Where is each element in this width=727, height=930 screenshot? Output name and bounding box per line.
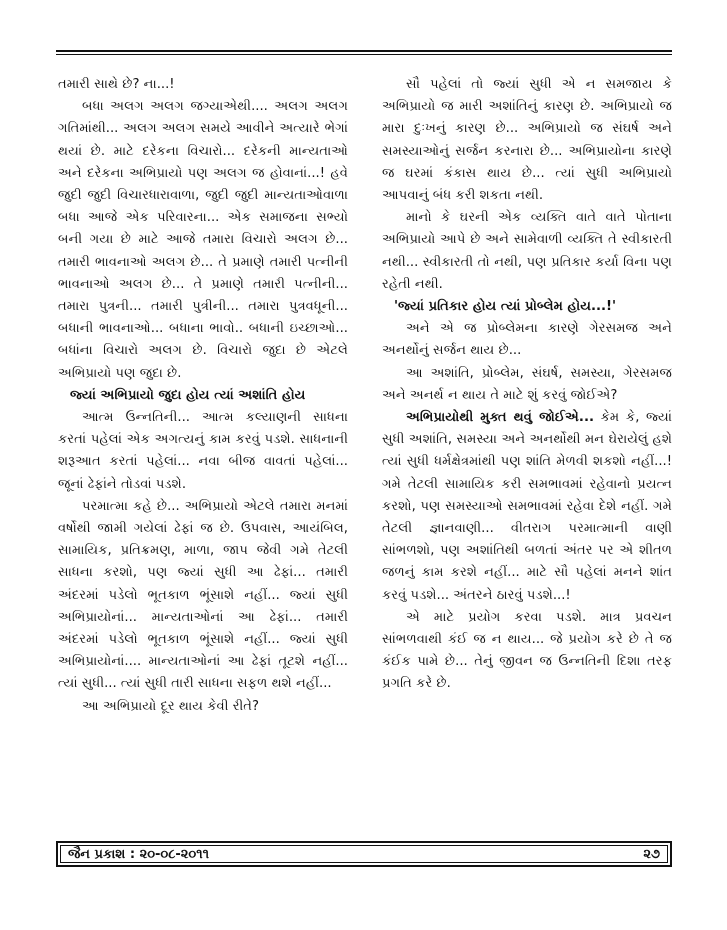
paragraph: અને એ જ પ્રોબ્લેમના કારણે ગેરસમજ અને અનર્થોનું સર્જન થાય છે... [382, 321, 672, 359]
section-heading: 'જ્યાં પ્રતિકાર હોય ત્યાં પ્રોબ્લેમ હોય...!' [394, 299, 617, 315]
top-rule [56, 50, 672, 55]
paragraph: આ અશાંતિ, પ્રોબ્લેમ, સંઘર્ષ, સમસ્યા, ગેરસમજ અને અનર્થ ન થાય તે માટે શું કરવું જોઈએ? [382, 365, 672, 403]
paragraph [382, 407, 672, 607]
paragraph: આત્મ ઉન્નતિની... આત્મ કલ્યાણની સાધના કરતાં પહેલાં એક અગત્યનું કામ કરવું પડશે. સાધનાની શરૂઆત કરતાં પહેલાં... નવા બીજ વાવતાં પહેલાં... જૂનાં ઢેફાંને તોડવાં પડશે. [58, 410, 348, 492]
right-column [382, 74, 672, 696]
section-heading: જ્યાં અભિપ્રાયો જુદા હોય ત્યાં અશાંતિ હોય [70, 387, 306, 403]
paragraph: બધા અલગ અલગ જગ્યાએથી.... અલગ અલગ ગતિમાંથી... અલગ અલગ સમયે આવીને અત્યારે ભેગાં થયાં છે. માટે દરેકના વિચારો... દરેકની માન્યતાઓ અને દરેકના અભિપ્રાયો પણ અલગ જ હોવાનાં...! હવે જુદી જુદી વિચારધારાવાળા, જુદી જુદી માન્યતાઓવાળા બધા આજે એક પરિવારના... એક સમાજના સભ્યો બની ગયા છે માટે આજે તમારા વિચારો અલગ છે... તમારી ભાવનાઓ અલગ છે... તે પ્રમાણે તમારી પત્નીની ભાવનાઓ અલગ છે... તે પ્રમાણે તમારી પત્નીની... તમારા પુત્રની... તમારી પુત્રીની... તમારા પુત્રવધૂની... બધાની ભાવનાઓ... બધાના ભાવો.. બધાની ઇચ્છાઓ... બધાંના વિચારો અલગ છે. વિચારો જુદા છે એટલે અભિપ્રાયો પણ જુદા છે. [58, 99, 348, 381]
paragraph: પરમાત્મા કહે છે... અભિપ્રાયો એટલે તમારા મનમાં વર્ષોથી જામી ગયેલાં ઢેફાં જ છે. ઉપવાસ, આયંબિલ, સામાયિક, પ્રતિક્રમણ, માળા, જાપ જેવી ગમે તેટલી સાધના કરશો, પણ જ્યાં સુધી આ ઢેફાં... તમારી અંદરમાં પડેલો ભૂતકાળ ભૂંસાશે નહીં... જ્યાં સુધી અભિપ્રાયોનાં... માન્યતાઓનાં આ ઢેફાં... તમારી અંદરમાં પડેલો ભૂતકાળ ભૂંસાશે નહીં... જ્યાં સુધી અભિપ્રાયોનાં.... માન્યતાઓનાં આ ઢેફાં તૂટશે નહીં... ત્યાં સુધી... ત્યાં સુધી તારી સાધના સફળ થશે નહીં... [58, 498, 348, 692]
page-number: ૨૭ [643, 846, 660, 862]
paragraph: માનો કે ઘરની એક વ્યક્તિ વાતે વાતે પોતાના અભિપ્રાયો આપે છે અને સામેવાળી વ્યક્તિ તે સ્વીકારતી નથી... સ્વીકારતી તો નથી, પણ પ્રતિકાર કર્યા વિના પણ રહેતી નથી. [382, 210, 672, 292]
paragraph: સૌ પહેલાં તો જ્યાં સુધી એ ન સમજાય કે અભિપ્રાયો જ મારી અશાંતિનું કારણ છે. અભિપ્રાયો જ મારા દુઃખનું કારણ છે... અભિપ્રાયો જ સંઘર્ષ અને સમસ્યાઓનું સર્જન કરનારા છે... અભિપ્રાયોના કારણે જ ઘરમાં કંકાસ થાય છે... ત્યાં સુધી અભિપ્રાયો આપવાનું બંધ કરી શકતા નથી. [382, 77, 672, 204]
page-footer [56, 841, 672, 867]
paragraph: એ માટે પ્રયોગ કરવા પડશે. માત્ર પ્રવચન સાંભળવાથી કંઈ જ ન થાય... જે પ્રયોગ કરે છે તે જ કંઈક પામે છે... તેનું જીવન જ ઉન્નતિની દિશા તરફ પ્રગતિ કરે છે. [382, 609, 672, 692]
publication-date: જૈન પ્રકાશ : ૨૦-૦૮-૨૦૧૧ [68, 846, 210, 862]
paragraph-text: કેમ કે, જ્યાં સુધી અશાંતિ, સમસ્યા અને અનર્થોથી મન ઘેરાયેલું હશે ત્યાં સુધી ધર્મક્ષેત્રમાંથી પણ શાંતિ મેળવી શકશો નહીં...! ગમે તેટલી સામાયિક કરી સમભાવમાં રહેવાનો પ્રયત્ન કરશો, પણ સમસ્યાઓ સમભાવમાં રહેવા દેશે નહીં. ગમે તેટલી જ્ઞાનવાણી... વીતરાગ પરમાત્માની વાણી સાંભળશો, પણ અશાંતિથી બળતાં અંતર પર એ શીતળ જળનું કામ કરશે નહીં... માટે સૌ પહેલાં મનને શાંત કરવું પડશે... અંતરને ઠારવું પડશે...! [382, 410, 673, 603]
paragraph: આ અભિપ્રાયો દૂર થાય કેવી રીતે? [82, 698, 260, 714]
left-column [58, 74, 348, 718]
bold-lead: અભિપ્રાયોથી મુક્ત થવું જોઈએ... [406, 410, 594, 426]
paragraph: તમારી સાથે છે? ના...! [58, 77, 175, 92]
